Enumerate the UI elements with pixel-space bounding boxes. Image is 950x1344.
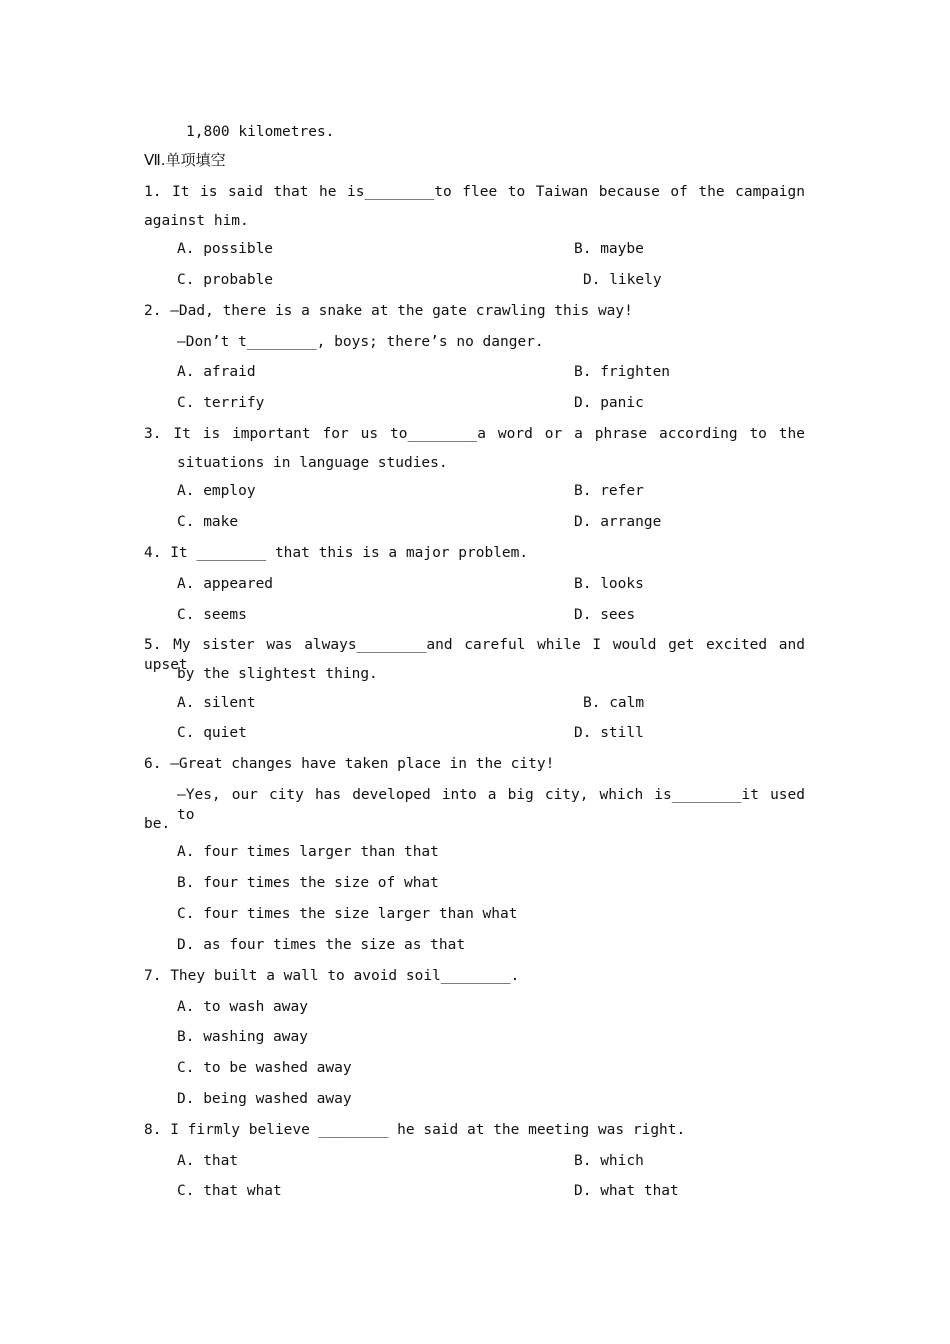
question-1-option-d: D. likely <box>583 272 662 288</box>
question-2-option-c: C. terrify <box>177 395 265 411</box>
question-7-option-c: C. to be washed away <box>177 1060 352 1076</box>
question-8-option-d: D. what that <box>574 1183 679 1199</box>
question-8-option-a: A. that <box>177 1153 239 1169</box>
question-6-text: 6. —Great changes have taken place in the city! <box>144 756 555 772</box>
question-4-text: 4. It ________ that this is a major problem. <box>144 545 529 561</box>
question-8-option-b: B. which <box>574 1153 644 1169</box>
question-7-option-a: A. to wash away <box>177 999 308 1015</box>
question-6-option-a: A. four times larger than that <box>177 844 439 860</box>
question-3-option-d: D. arrange <box>574 514 662 530</box>
question-2-option-d: D. panic <box>574 395 644 411</box>
question-7-text: 7. They built a wall to avoid soil________. <box>144 968 520 984</box>
question-5-option-c: C. quiet <box>177 725 247 741</box>
question-8-option-c: C. that what <box>177 1183 282 1199</box>
question-4-option-a: A. appeared <box>177 576 274 592</box>
question-1-option-b: B. maybe <box>574 241 644 257</box>
section-title: Ⅶ.单项填空 <box>144 151 226 169</box>
question-1-option-a: A. possible <box>177 241 274 257</box>
question-5-text-cont: by the slightest thing. <box>177 666 378 682</box>
question-4-option-c: C. seems <box>177 607 247 623</box>
question-3-option-b: B. refer <box>574 483 644 499</box>
question-1-option-c: C. probable <box>177 272 274 288</box>
question-4-option-b: B. looks <box>574 576 644 592</box>
question-2-text-cont: —Don’t t________, boys; there’s no danger. <box>177 334 544 350</box>
question-5-option-a: A. silent <box>177 695 256 711</box>
question-1-text-cont: against him. <box>144 213 249 229</box>
question-2-option-a: A. afraid <box>177 364 256 380</box>
question-8-text: 8. I firmly believe ________ he said at the meeting was right. <box>144 1122 686 1138</box>
question-5-option-b: B. calm <box>583 695 645 711</box>
question-1-text: 1. It is said that he is________to flee to Taiwan because of the campaign <box>144 184 805 200</box>
question-6-text-cont: —Yes, our city has developed into a big city, which is________it used to <box>177 787 805 823</box>
question-3-option-c: C. make <box>177 514 239 530</box>
question-6-option-c: C. four times the size larger than what <box>177 906 518 922</box>
question-5-option-d: D. still <box>574 725 644 741</box>
question-4-option-d: D. sees <box>574 607 636 623</box>
question-3-text: 3. It is important for us to________a word or a phrase according to the <box>144 426 805 442</box>
question-7-option-d: D. being washed away <box>177 1091 352 1107</box>
question-6-text-cont2: be. <box>144 816 171 832</box>
question-7-option-b: B. washing away <box>177 1029 308 1045</box>
question-2-text: 2. —Dad, there is a snake at the gate crawling this way! <box>144 303 633 319</box>
question-6-option-d: D. as four times the size as that <box>177 937 466 953</box>
question-5-text: 5. My sister was always________and careful while I would get excited and upset <box>144 637 805 673</box>
question-2-option-b: B. frighten <box>574 364 671 380</box>
question-3-text-cont: situations in language studies. <box>177 455 448 471</box>
intro-line: 1,800 kilometres. <box>186 124 335 140</box>
question-3-option-a: A. employ <box>177 483 256 499</box>
question-6-option-b: B. four times the size of what <box>177 875 439 891</box>
